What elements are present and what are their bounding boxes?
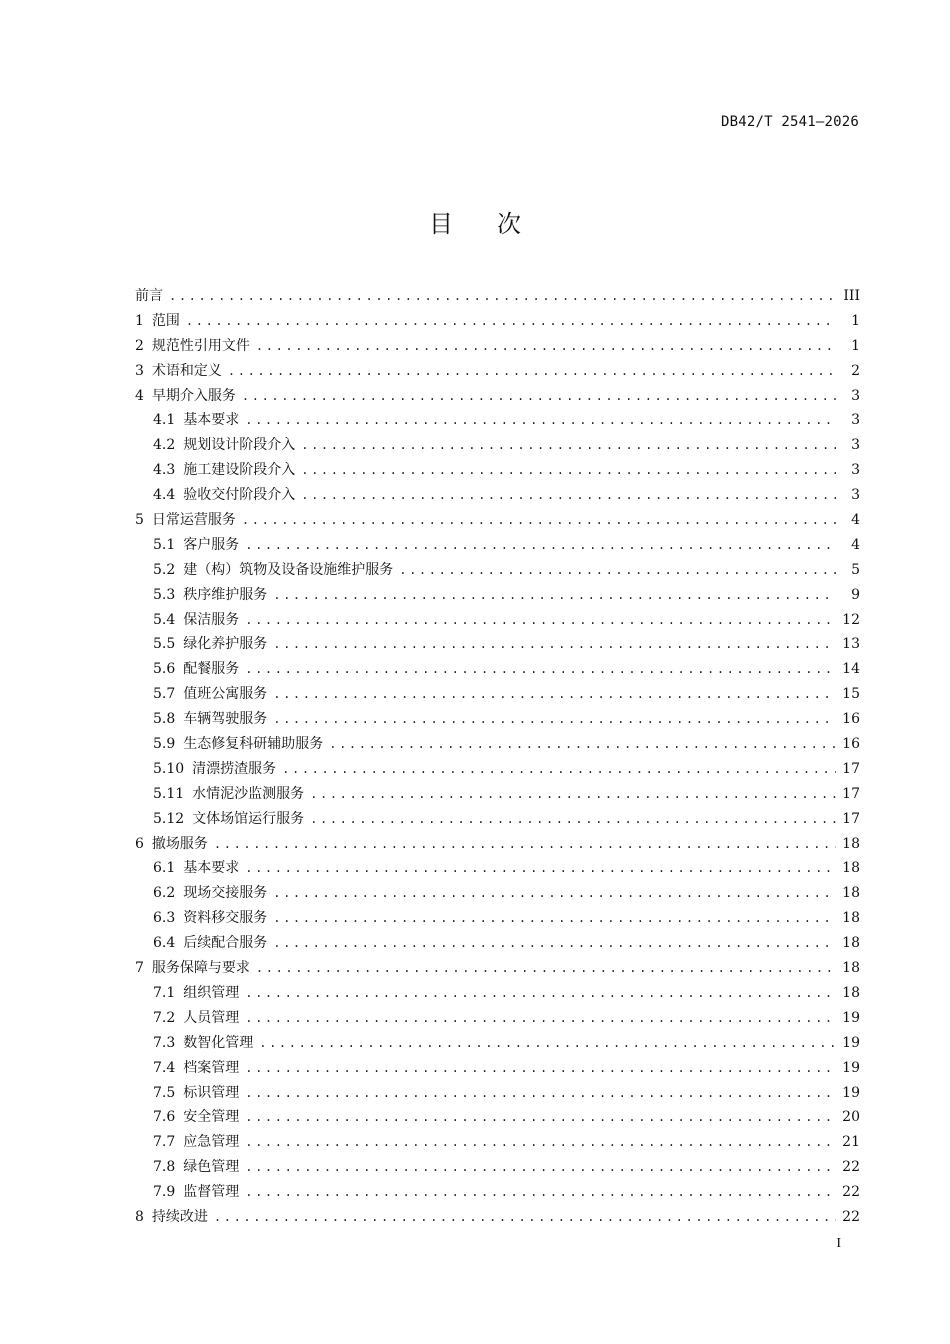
toc-entry-number: 6: [135, 835, 144, 852]
toc-entry-title: 验收交付阶段介入: [183, 487, 296, 504]
toc-dot-leader: [273, 583, 836, 608]
toc-dot-leader: [259, 1031, 836, 1056]
toc-dot-leader: [245, 981, 836, 1006]
toc-entry-number: 5.6: [153, 661, 176, 678]
toc-entry[interactable]: [135, 782, 860, 807]
toc-entry-number: 5.11: [153, 785, 185, 802]
toc-dot-leader: [329, 732, 836, 757]
toc-entry-page: 17: [842, 810, 860, 827]
toc-entry-title: 后续配合服务: [183, 935, 268, 952]
toc-entry[interactable]: [135, 1130, 860, 1155]
toc-entry-title: 保洁服务: [183, 611, 240, 628]
toc-entry-title: 前言: [135, 288, 163, 304]
toc-entry-title: 人员管理: [183, 1009, 240, 1026]
toc-entry-page: 19: [842, 1084, 860, 1101]
toc-dot-leader: [282, 757, 836, 782]
toc-entry-number: 7.9: [153, 1184, 176, 1201]
toc-dot-leader: [256, 956, 836, 981]
toc-entry-title: 规范性引用文件: [151, 337, 250, 354]
toc-dot-leader: [273, 931, 836, 956]
toc-entry-page: 18: [842, 935, 860, 952]
toc-dot-leader: [214, 1205, 836, 1230]
toc-entry[interactable]: [135, 359, 860, 384]
toc-entry-title: 基本要求: [183, 412, 240, 429]
toc-dot-leader: [245, 1056, 836, 1081]
toc-entry-page: 19: [842, 1009, 860, 1026]
toc-entry-number: 7: [135, 960, 144, 977]
toc-dot-leader: [245, 1105, 836, 1130]
toc-entry-number: 5.4: [153, 611, 176, 628]
toc-entry-title: 日常运营服务: [151, 512, 236, 529]
toc-entry[interactable]: [135, 707, 860, 732]
toc-entry-number: 5: [135, 512, 144, 529]
toc-entry-page: 3: [851, 462, 860, 479]
toc-entry-number: 6.1: [153, 860, 176, 877]
toc-entry-number: 5.5: [153, 636, 176, 653]
toc-entry[interactable]: [135, 807, 860, 832]
toc-entry-title: 现场交接服务: [183, 885, 268, 902]
toc-entry-page: 18: [842, 984, 860, 1001]
toc-entry-page: 3: [851, 437, 860, 454]
toc-entry-number: 7.6: [153, 1109, 176, 1126]
toc-entry-title: 值班公寓服务: [183, 686, 268, 703]
toc-dot-leader: [169, 284, 836, 309]
toc-entry[interactable]: [135, 981, 860, 1006]
toc-entry-page: 16: [842, 736, 860, 753]
toc-entry-page: 4: [851, 536, 860, 553]
toc-entry-number: 4.4: [153, 487, 176, 504]
toc-dot-leader: [273, 682, 836, 707]
toc-entry[interactable]: [135, 732, 860, 757]
toc-entry-title: 数智化管理: [183, 1034, 254, 1051]
toc-entry-number: 4.3: [153, 462, 176, 479]
toc-entry-page: 17: [842, 760, 860, 777]
toc-entry-number: 7.7: [153, 1134, 176, 1151]
toc-entry-title: 清漂捞渣服务: [192, 760, 277, 777]
toc-entry-number: 1: [135, 312, 144, 329]
toc-entry-number: 5.10: [153, 760, 185, 777]
toc-entry-title: 服务保障与要求: [151, 960, 250, 977]
toc-entry-title: 撤场服务: [151, 835, 208, 852]
toc-entry[interactable]: [135, 856, 860, 881]
toc-entry[interactable]: [135, 1105, 860, 1130]
toc-dot-leader: [245, 1180, 836, 1205]
toc-entry-number: 6.4: [153, 935, 176, 952]
toc-entry[interactable]: [135, 583, 860, 608]
toc-dot-leader: [245, 657, 836, 682]
toc-entry-number: 6.3: [153, 910, 176, 927]
toc-entry-number: 5.3: [153, 586, 176, 603]
toc-dot-leader: [273, 632, 836, 657]
toc-entry-page: 3: [851, 387, 860, 404]
toc-entry-number: 7.3: [153, 1034, 176, 1051]
toc-entry-number: 4.2: [153, 437, 176, 454]
toc-entry[interactable]: [135, 1031, 860, 1056]
toc-entry[interactable]: [135, 533, 860, 558]
toc-entry[interactable]: [135, 384, 860, 409]
toc-entry-page: 18: [842, 910, 860, 927]
toc-entry-title: 早期介入服务: [151, 387, 236, 404]
toc-entry-page: 2: [851, 362, 860, 379]
toc-dot-leader: [399, 558, 836, 583]
toc-entry[interactable]: [135, 608, 860, 633]
toc-entry-number: 7.4: [153, 1059, 176, 1076]
toc-entry-page: 22: [842, 1184, 860, 1201]
toc-entry-page: 19: [842, 1034, 860, 1051]
toc-entry-title: 安全管理: [183, 1109, 240, 1126]
toc-entry-page: 18: [842, 860, 860, 877]
toc-entry[interactable]: [135, 956, 860, 981]
toc-entry-page: 19: [842, 1059, 860, 1076]
toc-dot-leader: [273, 881, 836, 906]
toc-entry[interactable]: [135, 458, 860, 483]
toc-entry[interactable]: [135, 757, 860, 782]
toc-entry-number: 5.12: [153, 810, 185, 827]
toc-list: [135, 284, 860, 1230]
toc-entry[interactable]: [135, 1180, 860, 1205]
toc-dot-leader: [256, 334, 836, 359]
toc-entry-title: 施工建设阶段介入: [183, 462, 296, 479]
toc-entry[interactable]: [135, 657, 860, 682]
toc-entry-title: 范围: [151, 312, 180, 329]
toc-entry-page: 5: [851, 561, 860, 578]
toc-entry-page: 13: [842, 636, 860, 653]
toc-entry-number: 7.8: [153, 1159, 176, 1176]
toc-entry-page: 1: [851, 312, 860, 329]
toc-entry-title: 规划设计阶段介入: [183, 437, 296, 454]
toc-entry-number: 5.9: [153, 736, 176, 753]
toc-dot-leader: [301, 483, 836, 508]
toc-entry[interactable]: [135, 931, 860, 956]
toc-dot-leader: [245, 1081, 836, 1106]
toc-entry-page: 4: [851, 512, 860, 529]
toc-entry-title: 生态修复科研辅助服务: [183, 736, 324, 753]
toc-dot-leader: [245, 408, 836, 433]
toc-entry-title: 配餐服务: [183, 661, 240, 678]
toc-dot-leader: [273, 906, 836, 931]
toc-entry[interactable]: [135, 1155, 860, 1180]
toc-entry-page: 12: [842, 611, 860, 628]
document-code: DB42/T 2541—2026: [720, 114, 859, 130]
toc-entry-title: 客户服务: [183, 536, 240, 553]
toc-entry-title: 车辆驾驶服务: [183, 711, 268, 728]
toc-dot-leader: [245, 533, 836, 558]
toc-entry[interactable]: [135, 682, 860, 707]
toc-entry-page: 14: [842, 661, 860, 678]
toc-entry-title: 绿化养护服务: [183, 636, 268, 653]
toc-entry-page: 1: [851, 337, 860, 354]
toc-entry-number: 3: [135, 362, 144, 379]
toc-entry-title: 绿色管理: [183, 1159, 240, 1176]
toc-dot-leader: [310, 782, 836, 807]
toc-entry-page: 18: [842, 960, 860, 977]
toc-entry-title: 应急管理: [183, 1134, 240, 1151]
toc-entry-number: 4: [135, 387, 144, 404]
toc-dot-leader: [245, 856, 836, 881]
toc-entry[interactable]: [135, 832, 860, 857]
toc-entry-title: 资料移交服务: [183, 910, 268, 927]
toc-dot-leader: [245, 1006, 836, 1031]
toc-entry-page: 18: [842, 885, 860, 902]
toc-entry-number: 8: [135, 1208, 144, 1225]
toc-entry-number: 5.1: [153, 536, 176, 553]
toc-entry-number: 6.2: [153, 885, 176, 902]
toc-entry-number: 4.1: [153, 412, 176, 429]
toc-dot-leader: [242, 384, 836, 409]
toc-entry-page: 15: [842, 686, 860, 703]
toc-entry-number: 5.8: [153, 711, 176, 728]
toc-entry-title: 文体场馆运行服务: [192, 810, 305, 827]
toc-entry-number: 7.1: [153, 984, 176, 1001]
toc-entry[interactable]: [135, 284, 860, 309]
toc-entry-title: 持续改进: [151, 1208, 208, 1225]
toc-entry[interactable]: [135, 408, 860, 433]
toc-entry-title: 监督管理: [183, 1184, 240, 1201]
toc-entry-page: 22: [842, 1208, 860, 1225]
toc-entry-page: 21: [842, 1134, 860, 1151]
toc-entry[interactable]: [135, 309, 860, 334]
toc-dot-leader: [310, 807, 836, 832]
toc-entry[interactable]: [135, 1081, 860, 1106]
toc-dot-leader: [301, 433, 836, 458]
toc-entry-page: 18: [842, 835, 860, 852]
toc-entry[interactable]: [135, 483, 860, 508]
toc-entry[interactable]: [135, 558, 860, 583]
toc-entry-page: 22: [842, 1159, 860, 1176]
toc-dot-leader: [186, 309, 836, 334]
page-number: I: [836, 1236, 841, 1251]
toc-entry-title: 档案管理: [183, 1059, 240, 1076]
toc-dot-leader: [245, 608, 836, 633]
toc-dot-leader: [214, 832, 836, 857]
toc-title: 目次: [429, 210, 565, 238]
toc-entry-number: 7.2: [153, 1009, 176, 1026]
toc-entry-page: 3: [851, 412, 860, 429]
toc-entry[interactable]: [135, 1205, 860, 1230]
toc-dot-leader: [242, 508, 836, 533]
toc-entry-page: 16: [842, 711, 860, 728]
toc-entry[interactable]: [135, 1006, 860, 1031]
toc-entry[interactable]: [135, 881, 860, 906]
toc-dot-leader: [245, 1155, 836, 1180]
toc-dot-leader: [245, 1130, 836, 1155]
toc-entry-number: 7.5: [153, 1084, 176, 1101]
toc-entry-number: 2: [135, 337, 144, 354]
toc-entry-title: 组织管理: [183, 984, 240, 1001]
toc-entry-page: 17: [842, 785, 860, 802]
toc-entry-title: 水情泥沙监测服务: [192, 785, 305, 802]
toc-dot-leader: [228, 359, 836, 384]
toc-dot-leader: [301, 458, 836, 483]
toc-entry-title: 建（构）筑物及设备设施维护服务: [183, 561, 394, 578]
toc-entry-title: 秩序维护服务: [183, 586, 268, 603]
toc-entry-page: III: [843, 288, 860, 304]
toc-entry[interactable]: [135, 632, 860, 657]
toc-entry[interactable]: [135, 508, 860, 533]
toc-entry-number: 5.7: [153, 686, 176, 703]
toc-entry[interactable]: [135, 334, 860, 359]
toc-entry-number: 5.2: [153, 561, 176, 578]
toc-entry-page: 3: [851, 487, 860, 504]
toc-dot-leader: [273, 707, 836, 732]
toc-entry-title: 术语和定义: [151, 362, 222, 379]
toc-entry-title: 标识管理: [183, 1084, 240, 1101]
toc-entry-page: 9: [851, 586, 860, 603]
toc-entry-page: 20: [842, 1109, 860, 1126]
toc-entry[interactable]: [135, 433, 860, 458]
toc-entry-title: 基本要求: [183, 860, 240, 877]
toc-entry[interactable]: [135, 1056, 860, 1081]
toc-entry[interactable]: [135, 906, 860, 931]
